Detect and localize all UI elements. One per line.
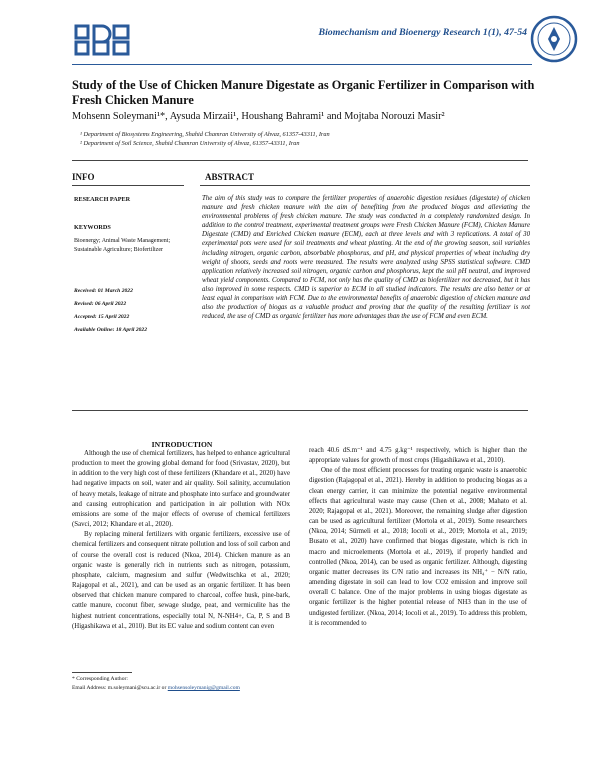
author-list: Mohsenn Soleymani¹*, Aysuda Mirzaii¹, Houshang Bahrami¹ and Mojtaba Norouzi Masir² xyxy=(72,111,445,122)
body-column-left xyxy=(72,449,290,632)
paragraph: Although the use of chemical fertilizers, has helped to enhance agricultural production to meet the growing global demand for food (Srivastav, 2020), but in addition to the very high cost of these fertilizers (Khandare et al., 2020) have had negative impacts on soil, water and air quality. Soil salinity, accumulation of heavy metals, leakage of nitrate and phosphate into surface and groundwater and causing eutrophication and participation in air pollution with NOx emissions are some of the major effects of overuse of chemical fertilizers (Savci, 2012; Khandare et al., 2020). xyxy=(72,450,290,529)
keywords: Bioenergy; Animal Waste Management; Sustainable Agriculture; Biofertilizer xyxy=(74,238,171,253)
date-online: Available Online: 18 April 2022 xyxy=(74,327,148,333)
email-link[interactable]: mohsensoleymanig@gmail.com xyxy=(167,685,240,691)
journal-header: Biomechanism and Bioenergy Research 1(1), 47-54 xyxy=(318,27,527,38)
journal-logo xyxy=(72,20,132,58)
body-column-right xyxy=(309,446,527,629)
introduction-heading: INTRODUCTION xyxy=(151,440,213,449)
abstract-heading: ABSTRACT xyxy=(205,172,255,182)
date-received: Received: 01 March 2022 xyxy=(74,288,133,294)
keywords-heading: KEYWORDS xyxy=(74,224,111,231)
affiliation-1: ¹ Department of Biosystems Engineering, Shahid Chamran University of Ahvaz, 61357-43311, Iran xyxy=(80,131,330,138)
article-title: Study of the Use of Chicken Manure Digestate as Organic Fertilizer in Comparison with Fresh Chicken Manure xyxy=(72,78,535,107)
paragraph: reach 40.6 dS.m⁻¹ and 4.75 g.kg⁻¹ respectively, which is higher than the appropriate values for growth of most crops (Higashikawa et al., 2010). xyxy=(309,447,527,465)
article-type: RESEARCH PAPER xyxy=(74,196,131,203)
corresponding-note: * Corresponding Author: xyxy=(72,676,128,682)
paragraph: One of the most efficient processes for treating organic waste is anaerobic digestion (Rajagopal et al., 2021). Hereby in addition to producing biogas as a clean energy carrier, it can minimize the potential negative environmental effects that agricultural waste may cause (Chen et al., 2008; Mahato et al. 2020; Rajagopal et al., 2021). Moreover, the remaining sludge after digestion can be used as agricultural fertilizer (Mortola et al., 2019). Some researchers (Nkoa, 2014; Sürmeli et al., 2018; Iocoli et al., 2019; Mortola et al., 2019; Busato et al., 2020) have confirmed that biogas digestate, which is rich in macro and microelements (Mortola et al., 2019), if properly handled and controlled (Nkoa, 2014), can be used as organic fertilizer. Although, digesting organic matter decreases its C/N ratio and increases its NH₄⁺ − N/N ratio, amending digestate in soil can lead to low CO2 emission and improve soil overall C balance. One of the major problems in using biogas digestate as organic fertilizer is the higher potential release of NH3 than in the use of undigested fertilizer. (Nkoa, 2014; Iocoli et al., 2019). To address this problem, it is recommended to xyxy=(309,467,527,627)
affiliation-2: ² Department of Soil Science, Shahid Chamran University of Ahvaz, 61357-43311, Iran xyxy=(80,140,300,147)
email-note xyxy=(72,685,240,691)
info-rule xyxy=(72,185,184,186)
university-seal xyxy=(530,15,578,63)
date-accepted: Accepted: 15 April 2022 xyxy=(74,314,130,320)
paragraph: By replacing mineral fertilizers with organic fertilizers, excessive use of chemical fertilizers and consequent nitrate pollution and loss of soil carbon and of course the overall cost is reduced (Nkoa, 2014). Chicken manure as an organic waste is generally rich in nutrients such as nitrogen, potassium, phosphate, calcium, magnesium and sulfur (Wedwitschka et al., 2020; Rajagopal et al., 2021), and can be used as an organic fertilizer. It has been observed that chicken manure compared to charcoal, coffee husk, pine-bark, cattle manure, coconut fiber, sewage sludge, peat, and vermiculite has the highest nutrient concentrations, especially total N, N-NH4+, Ca, P, S and B (Higashikawa et al., 2010). But its EC value and sodium content can even xyxy=(72,531,290,630)
abstract-rule xyxy=(200,185,530,186)
header-rule xyxy=(72,64,532,65)
footnote-rule xyxy=(72,672,132,673)
abstract-text: The aim of this study was to compare the fertilizer properties of anaerobic digestion residues (digestate) of chicken manure and fresh chicken manure with the aim of benefiting from the produced biogas and alleviating the environmental problems of fresh chicken manure. The study was conducted in a completely randomized design. In addition to the control treatment, experimental treatment groups were Fresh Chicken Manure (FCM), Chicken Manure Digestate (CMD) and Enriched Chicken manure (ECM), each at three levels and with 3 replications. A total of 30 experimental pots were used for soil treatments and wheat planting. At the end of the growing season, soil variables including nitrogen, organic carbon, absorbable phosphorus, and pH, and physical properties of wheat including dry weight of shoots, seeds and roots were measured. The results were analyzed using SPSS statistical software. CMD application relatively increased soil nitrogen, organic carbon and phosphorus, kept the soil pH neutral, and improved wheat yield components. Compared to FCM, not only has the quality of CMD as biofertilizer not decreased, but it has also improved in some respects. CMD is superior to ECM in all studied indicators. The results are also better or at least equal in comparison with FCM. Due to the environmental benefits of anaerobic digestion of chicken manure and also the production of biogas as a valuable product and proving that the quality of the resulting fertilizer is not reduced, the use of CMD as organic fertilizer has more advantages than the use of FCM and even ECM. xyxy=(202,195,530,321)
section-rule xyxy=(72,160,528,161)
abstract-end-rule xyxy=(72,410,528,411)
info-heading: INFO xyxy=(72,172,95,182)
email-label: Email Address: m.soleymani@scu.ac.ir or xyxy=(72,685,168,691)
date-revised: Revised: 06 April 2022 xyxy=(74,301,127,307)
